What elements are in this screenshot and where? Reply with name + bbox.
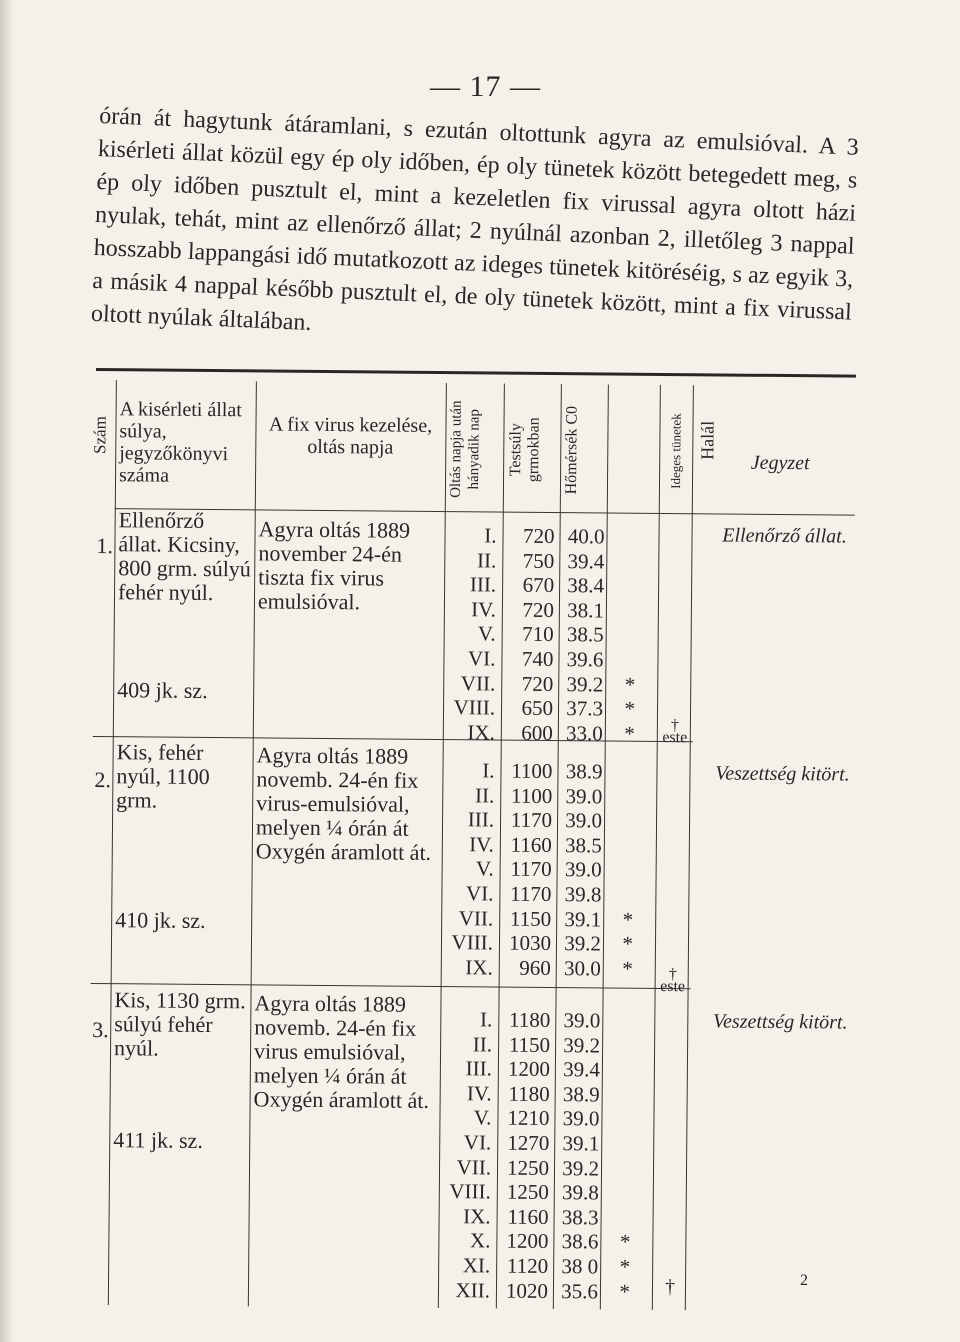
row2-weight: 1160 bbox=[510, 832, 552, 857]
row2-weight: 1170 bbox=[510, 881, 552, 906]
row3-temp: 38.6 bbox=[561, 1229, 599, 1254]
paragraph-text: órán át hagytunk átáramlani, s ezután oltottunk agyra az emulsióval. A 3 kisérleti állat közül egy ép oly időben, ép oly tünetek között betegedett meg, s ép oly időben pusztult el, mint a kezeletlen fix virussal agyra oltott házi nyulak, tehát, mint az ellenőrző állat; 2 nyúlnál azonban 2, illetőleg 3 nappal hosszabb lappangási idő mutatkozott az ideges tünetek kitöréséig, s az egyik 3, a másik 4 nappal később pusztult el, de oly tünetek között, mint a fix virussal oltott nyúlak általában. bbox=[90, 102, 860, 337]
row3-weight: 1200 bbox=[506, 1228, 549, 1254]
row1-symptom-mark bbox=[606, 524, 636, 549]
row2-temp: 39.0 bbox=[564, 857, 602, 882]
row1-symptom-mark bbox=[605, 647, 635, 672]
row1-temp: 38.1 bbox=[567, 597, 605, 623]
row1-temp: 38.5 bbox=[566, 622, 604, 647]
row3-animal: Kis, 1130 grm. súlyú fehér nyúl. bbox=[113, 987, 246, 1061]
row2-weight: 960 bbox=[519, 955, 551, 980]
row3-weight: 1160 bbox=[507, 1204, 549, 1229]
row3-weight: 1120 bbox=[506, 1253, 549, 1278]
header-allat: A kisérleti állat súlya, jegyzőkönyvi száma bbox=[118, 398, 242, 487]
row1-animal: Ellenőrző állat. Kicsiny, 800 grm. súlyú fehér nyúl. bbox=[117, 507, 251, 606]
row3-temp: 38.9 bbox=[562, 1081, 600, 1107]
row2-temp: 39.1 bbox=[564, 906, 602, 931]
row2-day: II. bbox=[474, 782, 495, 808]
row3-temp: 38.3 bbox=[561, 1204, 599, 1230]
row1-day: VII. bbox=[460, 670, 496, 696]
row1-day: VI. bbox=[467, 646, 496, 671]
page-binding-shadow bbox=[0, 0, 14, 1342]
row2-treatment: Agyra oltás 1889 novemb. 24-én fix virus-emulsióval, melyen ¼ órán át Oxygén áramlott át. bbox=[255, 742, 432, 865]
row3-weight: 1270 bbox=[507, 1130, 550, 1155]
page-number: — 17 — bbox=[430, 70, 541, 103]
row2-weight: 1030 bbox=[508, 930, 552, 956]
row3-weight: 1200 bbox=[507, 1056, 551, 1082]
row3-day: VIII. bbox=[449, 1179, 491, 1204]
row1-symptom-mark bbox=[606, 623, 636, 648]
row2-day: IV. bbox=[469, 832, 494, 857]
row3-temp: 39.1 bbox=[562, 1131, 600, 1156]
row1-day: I. bbox=[484, 523, 497, 548]
row3-temp: 39.2 bbox=[563, 1032, 601, 1058]
row2-temp: 38.5 bbox=[565, 832, 602, 858]
row2-note: Veszettség kitört. bbox=[715, 762, 850, 786]
row2-symptom-mark: * bbox=[622, 956, 633, 981]
row2-symptom-mark bbox=[603, 882, 633, 907]
row3-day: VII. bbox=[456, 1154, 492, 1180]
row1-death: † este bbox=[662, 717, 688, 747]
row2-death: † este bbox=[660, 966, 686, 996]
row3-symptom-mark bbox=[602, 1033, 632, 1058]
row1-record: 409 jk. sz. bbox=[117, 677, 208, 703]
row3-temps bbox=[554, 1008, 601, 1303]
row3-weight: 1250 bbox=[506, 1179, 549, 1205]
row1-symptom-mark: * bbox=[624, 672, 636, 697]
row1-temp: 33.0 bbox=[565, 720, 603, 746]
header-ideges: Ideges tünetek bbox=[667, 413, 684, 489]
row3-symptom-mark bbox=[602, 1008, 632, 1033]
row1-weights bbox=[503, 524, 555, 746]
row3-symptom-mark: * bbox=[619, 1254, 631, 1279]
row3-temp: 39.0 bbox=[562, 1106, 600, 1131]
row3-weight: 1180 bbox=[508, 1081, 550, 1106]
row2-symptom-mark bbox=[604, 858, 634, 883]
row1-day: II. bbox=[476, 547, 497, 573]
header-suly: Testsúly grmokban bbox=[507, 417, 543, 483]
row3-temp: 39.4 bbox=[563, 1057, 601, 1082]
row3-weight: 1180 bbox=[508, 1007, 551, 1032]
col-line bbox=[685, 385, 694, 1310]
row2-number: 2. bbox=[94, 767, 112, 793]
row1-symptoms bbox=[605, 524, 637, 746]
row2-symptom-mark bbox=[604, 784, 634, 809]
row3-number: 3. bbox=[92, 1016, 109, 1043]
row2-symptom-mark bbox=[604, 759, 634, 784]
row2-symptom-mark: * bbox=[622, 907, 634, 932]
body-paragraph bbox=[90, 100, 859, 363]
row3-temp: 38 0 bbox=[561, 1254, 599, 1279]
row3-symptom-mark bbox=[601, 1131, 631, 1156]
row3-temp: 35.6 bbox=[561, 1278, 599, 1303]
row1-temp: 39.6 bbox=[566, 647, 604, 672]
row3-note: Veszettség kitört. bbox=[713, 1010, 848, 1034]
row1-day: IV. bbox=[471, 597, 497, 622]
header-nap: Oltás napja után hányadik nap bbox=[447, 400, 483, 498]
experiment-table bbox=[88, 368, 858, 1315]
row3-treatment: Agyra oltás 1889 novemb. 24-én fix virus emulsióval, melyen ¼ órán át Oxygén áramlott át. bbox=[253, 990, 430, 1113]
row3-symptom-mark bbox=[602, 1058, 632, 1083]
row1-temps bbox=[559, 524, 605, 746]
row2-weight: 1100 bbox=[511, 758, 553, 783]
row1-symptom-mark: * bbox=[624, 696, 636, 721]
row1-days bbox=[445, 523, 497, 745]
row3-day: X. bbox=[469, 1228, 491, 1253]
row1-weight: 720 bbox=[522, 523, 555, 549]
row3-weight: 1210 bbox=[507, 1105, 550, 1131]
row1-weight: 740 bbox=[521, 646, 554, 671]
row2-temp: 39.0 bbox=[565, 808, 603, 833]
row1-temp: 38.4 bbox=[567, 573, 605, 598]
row2-weight: 1150 bbox=[509, 906, 552, 931]
row3-temp: 39.2 bbox=[562, 1155, 600, 1180]
row3-temp: 39.8 bbox=[561, 1180, 599, 1205]
row3-weight: 1020 bbox=[505, 1278, 549, 1303]
footer-mark: 2 bbox=[800, 1272, 808, 1289]
row2-record: 410 jk. sz. bbox=[115, 907, 206, 933]
row2-symptom-mark bbox=[604, 833, 634, 858]
row3-weight: 1250 bbox=[506, 1155, 550, 1180]
row2-symptom-mark bbox=[604, 809, 634, 834]
row3-day: VI. bbox=[463, 1130, 492, 1155]
row2-day: V. bbox=[475, 856, 494, 881]
row2-weights bbox=[501, 759, 553, 981]
row3-symptom-mark bbox=[600, 1205, 630, 1230]
row2-animal: Kis, fehér nyúl, 1100 grm. bbox=[116, 739, 210, 813]
row3-symptom-mark: * bbox=[619, 1229, 631, 1255]
row2-temp: 39.8 bbox=[564, 882, 602, 907]
row3-symptom-mark bbox=[601, 1181, 631, 1206]
row1-note: Ellenőrző állat. bbox=[722, 524, 847, 548]
row3-day: II. bbox=[472, 1031, 493, 1057]
row2-weight: 1170 bbox=[510, 857, 552, 882]
row2-day: I. bbox=[482, 758, 495, 783]
header-jegyzet: Jegyzet bbox=[750, 451, 810, 475]
row2-temp: 30.0 bbox=[563, 955, 601, 981]
row3-weight: 1150 bbox=[508, 1032, 551, 1057]
row2-temps bbox=[557, 759, 603, 981]
header-kezeles: A fix virus kezelése, oltás napja bbox=[268, 413, 433, 459]
row1-temp: 37.3 bbox=[566, 696, 604, 721]
header-szam: Szám bbox=[90, 416, 110, 455]
row3-day: XI. bbox=[462, 1253, 491, 1278]
row3-day: IX. bbox=[463, 1203, 491, 1229]
row2-symptoms bbox=[603, 759, 635, 981]
col-line bbox=[108, 380, 117, 1305]
row3-days bbox=[440, 1007, 493, 1303]
row1-weight: 650 bbox=[521, 695, 554, 721]
row2-symptom-mark: * bbox=[622, 931, 634, 956]
row3-day: III. bbox=[465, 1056, 493, 1081]
col-line bbox=[652, 385, 661, 1310]
row3-symptom-mark bbox=[602, 1082, 632, 1107]
row1-symptom-mark: * bbox=[624, 721, 635, 746]
row2-day: IX. bbox=[465, 954, 493, 980]
row1-symptom-mark bbox=[606, 574, 636, 599]
row2-temp: 39.2 bbox=[564, 931, 602, 956]
row1-weight: 750 bbox=[522, 548, 555, 573]
row3-symptom-mark bbox=[601, 1107, 631, 1132]
row1-weight: 710 bbox=[522, 622, 554, 647]
row1-treatment: Agyra oltás 1889 november 24-én tiszta fix virus emulsióval. bbox=[257, 516, 411, 615]
row3-day: XII. bbox=[455, 1277, 491, 1303]
row2-weight: 1100 bbox=[510, 783, 553, 808]
row1-weight: 720 bbox=[522, 597, 555, 622]
row2-day: III. bbox=[467, 807, 495, 832]
row2-temp: 39.0 bbox=[565, 783, 603, 809]
row1-weight: 600 bbox=[521, 720, 553, 745]
row3-symptoms bbox=[600, 1008, 633, 1303]
table-top-rule bbox=[96, 368, 856, 378]
row1-day: V. bbox=[477, 621, 496, 646]
row1-weight: 670 bbox=[522, 572, 555, 598]
row1-number: 1. bbox=[96, 533, 114, 559]
row3-day: IV. bbox=[466, 1081, 492, 1106]
row1-weight: 720 bbox=[521, 671, 554, 696]
row3-weights bbox=[498, 1008, 551, 1304]
row2-day: VI. bbox=[465, 881, 494, 906]
row1-day: VIII. bbox=[453, 695, 496, 720]
header-halal: Halál bbox=[697, 420, 718, 460]
header-homerseklet: Hőmérsék C0 bbox=[562, 405, 581, 495]
row3-symptom-mark bbox=[601, 1156, 631, 1181]
row1-temp: 39.4 bbox=[567, 548, 605, 574]
row3-day: I. bbox=[479, 1007, 493, 1032]
row1-temp: 40.0 bbox=[567, 524, 605, 549]
row2-temp: 38.9 bbox=[565, 759, 603, 784]
row1-symptom-mark bbox=[606, 598, 636, 623]
row3-death: † bbox=[664, 1276, 676, 1299]
row2-day: VII. bbox=[458, 905, 494, 931]
row2-days bbox=[443, 758, 495, 980]
row3-day: V. bbox=[473, 1105, 492, 1130]
row3-symptom-mark: * bbox=[619, 1279, 631, 1304]
row1-day: IX. bbox=[467, 720, 495, 745]
row2-weight: 1170 bbox=[510, 807, 553, 833]
row1-symptom-mark bbox=[606, 549, 636, 574]
row2-day: VIII. bbox=[451, 930, 494, 955]
row3-temp: 39.0 bbox=[563, 1008, 601, 1033]
row3-record: 411 jk. sz. bbox=[113, 1127, 203, 1153]
row1-day: III. bbox=[469, 572, 497, 597]
row1-temp: 39.2 bbox=[566, 671, 604, 697]
